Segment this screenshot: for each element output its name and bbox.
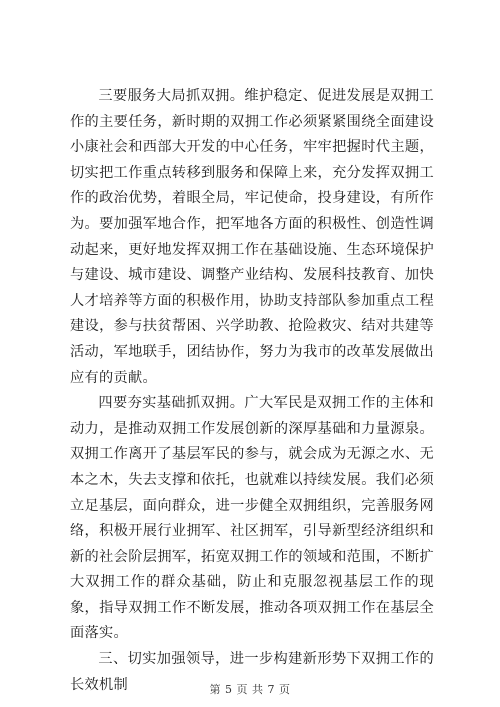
paragraph-consolidate-foundation: 四要夯实基础抓双拥。广大军民是双拥工作的主体和动力，是推动双拥工作发展创新的深厚基础和力量源泉。双拥工作离开了基层军民的参与，就会成为无源之水、无本之木，失去支撑和依托，也就难以持续发展。我们必须立足基层，面向群众，进一步健全双拥组织，完善服务网络，积极开展行业拥军、社区拥军，引导新型经济组织和新的社会阶层拥军，拓宽双拥工作的领域和范围，不断扩大双拥工作的群众基础，防止和克服忽视基层工作的现象，指导双拥工作不断发展，推动各项双拥工作在基层全面落实。 <box>70 395 434 642</box>
page-number-footer: 第 5 页 共 7 页 <box>209 683 291 696</box>
paragraph-serve-overall-situation: 三要服务大局抓双拥。维护稳定、促进发展是双拥工作的主要任务，新时期的双拥工作必须紧紧围绕全面建设小康社会和西部大开发的中心任务，牢牢把握时代主题，切实把工作重点转移到服务和保障上来，充分发挥双拥工作的政治优势，着眼全局，牢记使命，投身建设，有所作为。要加强军地合作，把军地各方面的积极性、创造性调动起来，更好地发挥双拥工作在基础设施、生态环境保护与建设、城市建设、调整产业结构、发展科技教育、加快人才培养等方面的积极作用，协助支持部队参加重点工程建设，参与扶贫帮困、兴学助教、抢险救灾、结对共建等活动，军地联手，团结协作，努力为我市的改革发展做出应有的贡献。 <box>70 88 434 386</box>
document-body <box>70 84 434 698</box>
section-heading-strengthen-leadership: 三、切实加强领导，进一步构建新形势下双拥工作的长效机制 <box>70 651 434 693</box>
